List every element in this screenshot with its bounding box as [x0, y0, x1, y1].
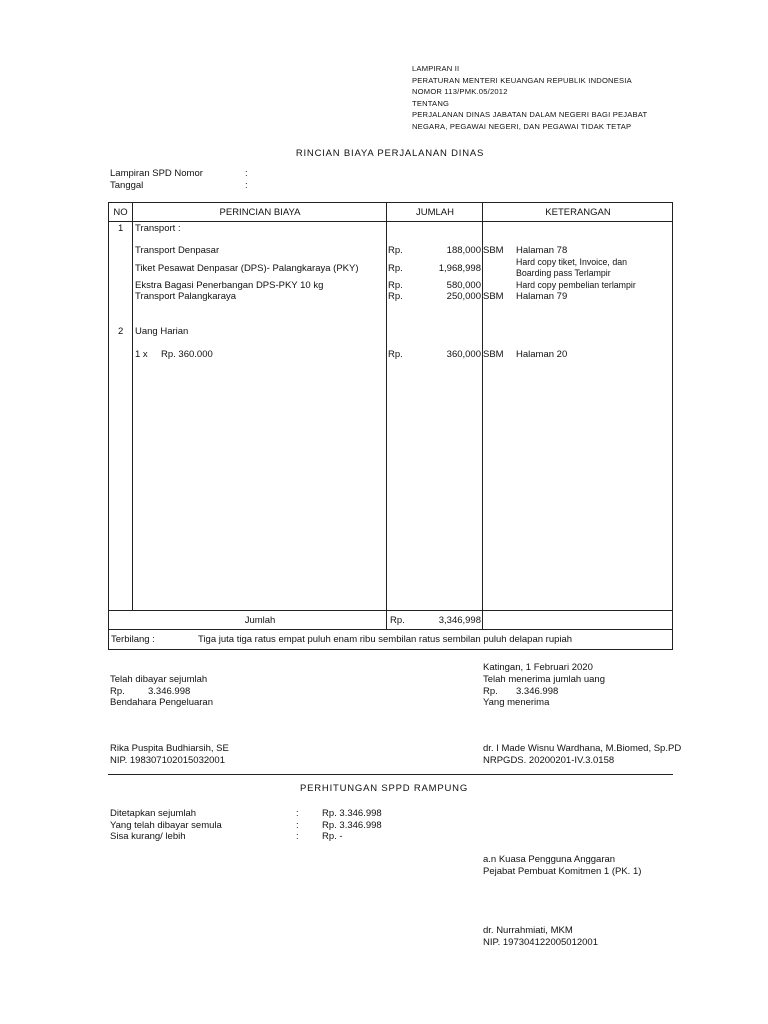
item-currency: Rp.	[388, 291, 403, 302]
item-note: Hard copy pembelian terlampir	[516, 280, 636, 290]
column-header-perincian: PERINCIAN BIAYA	[219, 207, 301, 218]
item-note: Halaman 20	[516, 349, 568, 360]
item-currency: Rp.	[388, 349, 403, 360]
item-amount: 250,000	[446, 291, 481, 302]
section-label: Transport :	[135, 223, 181, 234]
perhitungan-label: Ditetapkan sejumlah	[110, 808, 197, 819]
section-divider	[108, 774, 673, 775]
total-currency: Rp.	[390, 615, 405, 626]
received-currency: Rp.	[483, 686, 498, 697]
perhitungan-value: Rp. -	[322, 831, 343, 842]
treasurer-role: Bendahara Pengeluaran	[110, 697, 214, 708]
kuasa-line2: Pejabat Pembuat Komitmen 1 (PK. 1)	[483, 866, 642, 877]
header-line: NEGARA, PEGAWAI NEGERI, DAN PEGAWAI TIDAK TETAP	[412, 121, 632, 131]
item-currency: Rp.	[388, 245, 403, 256]
item-amount: 1,968,998	[438, 263, 481, 274]
paid-amount: 3.346.998	[148, 686, 191, 697]
section-number: 2	[118, 326, 124, 337]
section-label: Uang Harian	[135, 326, 189, 337]
received-amount: 3.346.998	[516, 686, 559, 697]
header-line: PERATURAN MENTERI KEUANGAN REPUBLIK INDONESIA	[412, 75, 632, 85]
item-quantity: 1 x	[135, 349, 148, 360]
item-sbm: SBM	[483, 349, 504, 360]
place-date: Katingan, 1 Februari 2020	[483, 662, 593, 673]
receiver-role: Yang menerima	[483, 697, 550, 708]
item-note-continued: Boarding pass Terlampir	[516, 268, 611, 278]
kuasa-id: NIP. 197304122005012001	[483, 937, 598, 948]
column-header-keterangan: KETERANGAN	[545, 207, 611, 218]
perhitungan-value: Rp. 3.346.998	[322, 808, 382, 819]
item-amount: 580,000	[446, 280, 481, 291]
item-currency: Rp.	[388, 280, 403, 291]
perhitungan-label: Yang telah dibayar semula	[110, 820, 222, 831]
header-line: LAMPIRAN II	[412, 64, 460, 73]
item-description: Rp. 360.000	[161, 349, 213, 360]
spd-nomor-colon: :	[245, 168, 248, 179]
item-amount: 188,000	[446, 245, 481, 256]
perhitungan-colon: :	[296, 831, 299, 842]
perhitungan-title: PERHITUNGAN SPPD RAMPUNG	[299, 783, 469, 794]
total-label: Jumlah	[244, 615, 276, 626]
treasurer-id: NIP. 198307102015032001	[110, 755, 225, 766]
spd-nomor-label: Lampiran SPD Nomor	[110, 168, 203, 179]
treasurer-name: Rika Puspita Budhiarsih, SE	[110, 743, 229, 754]
kuasa-line1: a.n Kuasa Pengguna Anggaran	[483, 854, 616, 865]
perhitungan-colon: :	[296, 808, 299, 819]
perhitungan-colon: :	[296, 820, 299, 831]
paid-currency: Rp.	[110, 686, 125, 697]
regulation-header	[412, 63, 647, 132]
section-number: 1	[118, 223, 124, 234]
perhitungan-value: Rp. 3.346.998	[322, 820, 382, 831]
item-amount: 360,000	[446, 349, 481, 360]
spd-tanggal-label: Tanggal	[110, 180, 144, 191]
column-header-jumlah: JUMLAH	[415, 207, 454, 218]
item-description: Ekstra Bagasi Penerbangan DPS-PKY 10 kg	[135, 280, 324, 291]
paid-amount-label: Telah dibayar sejumlah	[110, 674, 208, 685]
total-amount: 3,346,998	[438, 615, 481, 626]
receiver-id: NRPGDS. 20200201-IV.3.0158	[483, 755, 615, 766]
item-sbm: SBM	[483, 245, 504, 256]
item-description: Transport Denpasar	[135, 245, 220, 256]
item-currency: Rp.	[388, 263, 403, 274]
item-description: Transport Palangkaraya	[135, 291, 237, 302]
item-note: Halaman 78	[516, 245, 568, 256]
item-note: Hard copy tiket, Invoice, dan	[516, 257, 627, 267]
item-note: Halaman 79	[516, 291, 568, 302]
header-line: NOMOR 113/PMK.05/2012	[412, 87, 508, 96]
column-header-no: NO	[113, 207, 128, 218]
header-line: PERJALANAN DINAS JABATAN DALAM NEGERI BAGI PEJABAT	[412, 110, 648, 119]
header-line: TENTANG	[412, 98, 450, 108]
spd-tanggal-colon: :	[245, 180, 248, 191]
terbilang-label: Terbilang :	[111, 634, 155, 645]
document-title: RINCIAN BIAYA PERJALANAN DINAS	[295, 148, 485, 159]
perhitungan-label: Sisa kurang/ lebih	[110, 831, 186, 842]
item-description: Tiket Pesawat Denpasar (DPS)- Palangkaraya (PKY)	[135, 263, 359, 274]
received-amount-label: Telah menerima jumlah uang	[483, 674, 605, 685]
terbilang-text: Tiga juta tiga ratus empat puluh enam ribu sembilan ratus sembilan puluh delapan rupiah	[198, 634, 573, 645]
receiver-name: dr. I Made Wisnu Wardhana, M.Biomed, Sp.PD	[483, 743, 682, 754]
item-sbm: SBM	[483, 291, 504, 302]
kuasa-name: dr. Nurrahmiati, MKM	[483, 925, 573, 936]
